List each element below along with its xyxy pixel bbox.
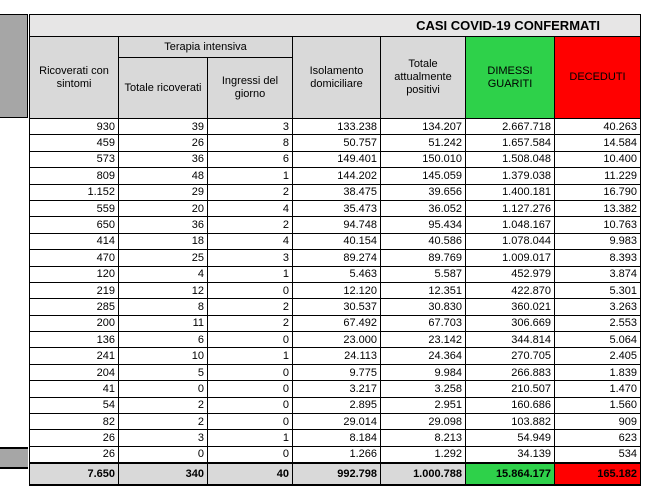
header-deceduti: DECEDUTI	[555, 37, 641, 119]
cell-dimessi: 160.686	[466, 397, 555, 413]
cell-positivi: 95.434	[381, 217, 466, 233]
cell-ingressi: 0	[208, 381, 293, 397]
cell-ingressi: 0	[208, 282, 293, 298]
cell-positivi: 24.364	[381, 348, 466, 364]
cell-ricoverati: 200	[30, 315, 119, 331]
cell-dimessi: 210.507	[466, 381, 555, 397]
header-ingressi: Ingressi del giorno	[208, 58, 293, 119]
cell-dimessi: 306.669	[466, 315, 555, 331]
cell-dimessi: 1.078.044	[466, 233, 555, 249]
cell-deceduti: 40.263	[555, 119, 641, 135]
cell-positivi: 40.586	[381, 233, 466, 249]
cell-ingressi: 2	[208, 315, 293, 331]
table-row	[30, 233, 641, 249]
table-row	[30, 332, 641, 348]
total-ricoverati: 7.650	[30, 463, 119, 485]
cell-ingressi: 8	[208, 135, 293, 151]
cell-totale-ricoverati: 39	[119, 119, 208, 135]
cell-ingressi: 0	[208, 414, 293, 430]
cell-ingressi: 6	[208, 151, 293, 167]
cell-dimessi: 270.705	[466, 348, 555, 364]
cell-deceduti: 3.874	[555, 266, 641, 282]
cell-dimessi: 1.400.181	[466, 184, 555, 200]
total-dimessi: 15.864.177	[466, 463, 555, 485]
cell-totale-ricoverati: 11	[119, 315, 208, 331]
cell-deceduti: 2.553	[555, 315, 641, 331]
cell-totale-ricoverati: 36	[119, 151, 208, 167]
cell-positivi: 5.587	[381, 266, 466, 282]
table-title: CASI COVID-19 CONFERMATI	[30, 15, 641, 37]
cell-deceduti: 3.263	[555, 299, 641, 315]
cell-positivi: 8.213	[381, 430, 466, 446]
cell-isolamento: 3.217	[293, 381, 381, 397]
table-row	[30, 184, 641, 200]
cell-deceduti: 10.763	[555, 217, 641, 233]
totals-row	[30, 463, 641, 485]
cell-totale-ricoverati: 29	[119, 184, 208, 200]
cell-dimessi: 266.883	[466, 364, 555, 380]
cell-ingressi: 0	[208, 364, 293, 380]
cell-isolamento: 8.184	[293, 430, 381, 446]
cell-isolamento: 9.775	[293, 364, 381, 380]
cell-ricoverati: 930	[30, 119, 119, 135]
cell-isolamento: 29.014	[293, 414, 381, 430]
cell-deceduti: 1.839	[555, 364, 641, 380]
cell-positivi: 12.351	[381, 282, 466, 298]
cell-isolamento: 50.757	[293, 135, 381, 151]
cell-ricoverati: 136	[30, 332, 119, 348]
cell-ricoverati: 241	[30, 348, 119, 364]
cell-positivi: 134.207	[381, 119, 466, 135]
cell-isolamento: 5.463	[293, 266, 381, 282]
cell-ingressi: 4	[208, 233, 293, 249]
cell-isolamento: 133.238	[293, 119, 381, 135]
cell-deceduti: 11.229	[555, 168, 641, 184]
header-dimessi: DIMESSI GUARITI	[466, 37, 555, 119]
cell-deceduti: 13.382	[555, 200, 641, 216]
cell-ricoverati: 573	[30, 151, 119, 167]
table-row	[30, 119, 641, 135]
covid-table	[29, 14, 641, 486]
table-row	[30, 250, 641, 266]
cell-ricoverati: 809	[30, 168, 119, 184]
total-deceduti: 165.182	[555, 463, 641, 485]
cell-totale-ricoverati: 48	[119, 168, 208, 184]
cell-totale-ricoverati: 18	[119, 233, 208, 249]
cell-ricoverati: 54	[30, 397, 119, 413]
header-positivi: Totale attualmente positivi	[381, 37, 466, 119]
cell-ingressi: 2	[208, 217, 293, 233]
total-positivi: 1.000.788	[381, 463, 466, 485]
cell-totale-ricoverati: 8	[119, 299, 208, 315]
cell-totale-ricoverati: 36	[119, 217, 208, 233]
cell-isolamento: 35.473	[293, 200, 381, 216]
cell-ingressi: 4	[208, 200, 293, 216]
table-row	[30, 414, 641, 430]
cell-ricoverati: 559	[30, 200, 119, 216]
table-row	[30, 200, 641, 216]
cell-totale-ricoverati: 12	[119, 282, 208, 298]
cell-positivi: 23.142	[381, 332, 466, 348]
cell-deceduti: 534	[555, 446, 641, 462]
cell-dimessi: 34.139	[466, 446, 555, 462]
cell-totale-ricoverati: 0	[119, 446, 208, 462]
cell-dimessi: 2.667.718	[466, 119, 555, 135]
cell-deceduti: 16.790	[555, 184, 641, 200]
cell-dimessi: 1.048.167	[466, 217, 555, 233]
cell-ingressi: 1	[208, 266, 293, 282]
cell-isolamento: 38.475	[293, 184, 381, 200]
table-row	[30, 315, 641, 331]
cell-isolamento: 12.120	[293, 282, 381, 298]
cell-dimessi: 1.009.017	[466, 250, 555, 266]
table-row	[30, 135, 641, 151]
header-totale-ricoverati: Totale ricoverati	[119, 58, 208, 119]
cell-totale-ricoverati: 2	[119, 414, 208, 430]
cell-ricoverati: 470	[30, 250, 119, 266]
cell-ricoverati: 26	[30, 430, 119, 446]
cell-dimessi: 103.882	[466, 414, 555, 430]
cell-ingressi: 2	[208, 299, 293, 315]
cell-dimessi: 422.870	[466, 282, 555, 298]
cell-isolamento: 149.401	[293, 151, 381, 167]
cell-ricoverati: 219	[30, 282, 119, 298]
cell-dimessi: 54.949	[466, 430, 555, 446]
cell-dimessi: 344.814	[466, 332, 555, 348]
cell-positivi: 30.830	[381, 299, 466, 315]
cell-ingressi: 1	[208, 168, 293, 184]
header-isolamento: Isolamento domiciliare	[293, 37, 381, 119]
row-label-total	[0, 447, 28, 469]
cell-positivi: 29.098	[381, 414, 466, 430]
cell-dimessi: 452.979	[466, 266, 555, 282]
cell-isolamento: 67.492	[293, 315, 381, 331]
total-totale-ricoverati: 340	[119, 463, 208, 485]
cell-ingressi: 1	[208, 430, 293, 446]
cell-positivi: 9.984	[381, 364, 466, 380]
cell-isolamento: 24.113	[293, 348, 381, 364]
cell-ingressi: 3	[208, 250, 293, 266]
cell-isolamento: 23.000	[293, 332, 381, 348]
cell-dimessi: 1.508.048	[466, 151, 555, 167]
cell-ricoverati: 82	[30, 414, 119, 430]
cell-deceduti: 10.400	[555, 151, 641, 167]
total-isolamento: 992.798	[293, 463, 381, 485]
total-ingressi: 40	[208, 463, 293, 485]
table-row	[30, 151, 641, 167]
table-row	[30, 364, 641, 380]
cell-ricoverati: 414	[30, 233, 119, 249]
cell-ricoverati: 285	[30, 299, 119, 315]
cell-totale-ricoverati: 5	[119, 364, 208, 380]
table-row	[30, 397, 641, 413]
cell-isolamento: 2.895	[293, 397, 381, 413]
cell-deceduti: 9.983	[555, 233, 641, 249]
cell-ricoverati: 650	[30, 217, 119, 233]
cell-positivi: 3.258	[381, 381, 466, 397]
cell-deceduti: 5.301	[555, 282, 641, 298]
table-row	[30, 168, 641, 184]
cell-positivi: 89.769	[381, 250, 466, 266]
cell-deceduti: 2.405	[555, 348, 641, 364]
cell-totale-ricoverati: 3	[119, 430, 208, 446]
cell-totale-ricoverati: 4	[119, 266, 208, 282]
cell-deceduti: 909	[555, 414, 641, 430]
table-row	[30, 217, 641, 233]
table-row	[30, 266, 641, 282]
row-label-column	[0, 118, 28, 446]
table-row	[30, 299, 641, 315]
table-row	[30, 430, 641, 446]
cell-isolamento: 94.748	[293, 217, 381, 233]
cell-ingressi: 3	[208, 119, 293, 135]
cell-deceduti: 1.470	[555, 381, 641, 397]
table-row	[30, 381, 641, 397]
cell-dimessi: 360.021	[466, 299, 555, 315]
cell-dimessi: 1.657.584	[466, 135, 555, 151]
cell-positivi: 145.059	[381, 168, 466, 184]
cell-totale-ricoverati: 10	[119, 348, 208, 364]
cell-ricoverati: 41	[30, 381, 119, 397]
cell-isolamento: 1.266	[293, 446, 381, 462]
cell-ricoverati: 1.152	[30, 184, 119, 200]
cell-positivi: 150.010	[381, 151, 466, 167]
cell-isolamento: 144.202	[293, 168, 381, 184]
cell-positivi: 36.052	[381, 200, 466, 216]
cell-ricoverati: 204	[30, 364, 119, 380]
cell-ricoverati: 120	[30, 266, 119, 282]
cell-ingressi: 0	[208, 332, 293, 348]
cell-ricoverati: 459	[30, 135, 119, 151]
cell-totale-ricoverati: 0	[119, 381, 208, 397]
cell-deceduti: 8.393	[555, 250, 641, 266]
cell-positivi: 1.292	[381, 446, 466, 462]
cell-totale-ricoverati: 6	[119, 332, 208, 348]
table-row	[30, 282, 641, 298]
cell-dimessi: 1.379.038	[466, 168, 555, 184]
cell-ingressi: 0	[208, 397, 293, 413]
cell-ingressi: 0	[208, 446, 293, 462]
cell-totale-ricoverati: 25	[119, 250, 208, 266]
cell-totale-ricoverati: 26	[119, 135, 208, 151]
cell-ingressi: 2	[208, 184, 293, 200]
cell-deceduti: 14.584	[555, 135, 641, 151]
cell-isolamento: 30.537	[293, 299, 381, 315]
cell-totale-ricoverati: 2	[119, 397, 208, 413]
cell-deceduti: 1.560	[555, 397, 641, 413]
table-row	[30, 446, 641, 462]
cell-positivi: 39.656	[381, 184, 466, 200]
cell-ingressi: 1	[208, 348, 293, 364]
cell-deceduti: 623	[555, 430, 641, 446]
cell-deceduti: 5.064	[555, 332, 641, 348]
cell-dimessi: 1.127.276	[466, 200, 555, 216]
row-label-column-header	[0, 14, 28, 118]
cell-positivi: 2.951	[381, 397, 466, 413]
table-row	[30, 348, 641, 364]
cell-totale-ricoverati: 20	[119, 200, 208, 216]
cell-positivi: 51.242	[381, 135, 466, 151]
header-terapia-intensiva: Terapia intensiva	[119, 37, 293, 58]
header-ricoverati: Ricoverati con sintomi	[30, 37, 119, 119]
cell-positivi: 67.703	[381, 315, 466, 331]
cell-isolamento: 89.274	[293, 250, 381, 266]
cell-isolamento: 40.154	[293, 233, 381, 249]
cell-ricoverati: 26	[30, 446, 119, 462]
